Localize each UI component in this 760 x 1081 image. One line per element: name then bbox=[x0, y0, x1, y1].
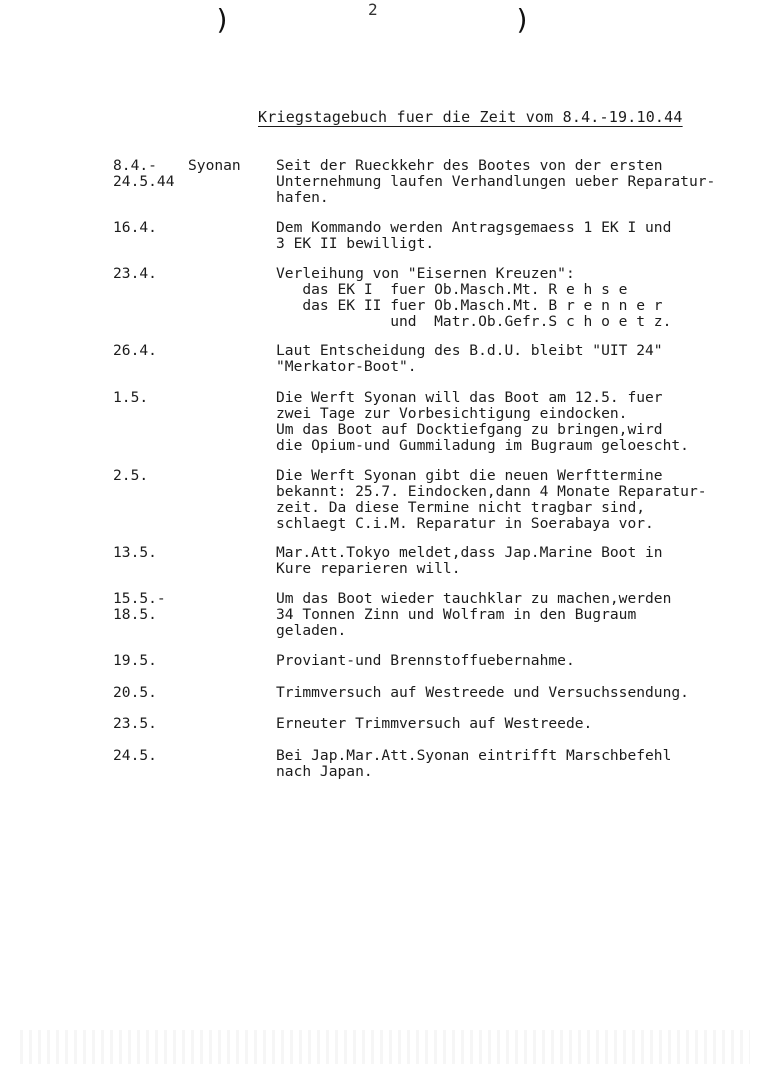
entry-place: Syonan bbox=[188, 157, 241, 174]
entry-date: 23.5. bbox=[113, 715, 157, 732]
entry-date: 2.5. bbox=[113, 467, 149, 484]
entry-text: Um das Boot wieder tauchklar zu machen,werden 34 Tonnen Zinn und Wolfram in den Bugraum geladen. bbox=[276, 590, 672, 639]
entry-text: Die Werft Syonan will das Boot am 12.5. fuer zwei Tage zur Vorbesichtigung eindocken. Um das Boot auf Docktiefgang zu bringen,wird die Opium-und Gummiladung im Bugraum geloescht. bbox=[276, 389, 689, 454]
punch-hole-left-mark: ) bbox=[214, 3, 231, 36]
entry-date: 13.5. bbox=[113, 544, 157, 561]
entry-date: 23.4. bbox=[113, 265, 157, 282]
entry-text: Dem Kommando werden Antragsgemaess 1 EK I und 3 EK II bewilligt. bbox=[276, 219, 672, 252]
page-number: 2 bbox=[368, 0, 378, 19]
entry-text: Bei Jap.Mar.Att.Syonan eintrifft Marschbefehl nach Japan. bbox=[276, 747, 672, 780]
entry-date: 19.5. bbox=[113, 652, 157, 669]
entry-text: Trimmversuch auf Westreede und Versuchssendung. bbox=[276, 684, 689, 701]
entry-text: Die Werft Syonan gibt die neuen Werfttermine bekannt: 25.7. Eindocken,dann 4 Monate Reparatur- zeit. Da diese Termine nicht tragbar sind, schlaegt C.i.M. Reparatur in Soerabaya vor. bbox=[276, 467, 707, 532]
entry-date: 26.4. bbox=[113, 342, 157, 359]
entry-date: 20.5. bbox=[113, 684, 157, 701]
entry-date: 24.5. bbox=[113, 747, 157, 764]
entry-text: Seit der Rueckkehr des Bootes von der ersten Unternehmung laufen Verhandlungen ueber Reparatur- hafen. bbox=[276, 157, 716, 206]
entry-date: 8.4.- 24.5.44 bbox=[113, 157, 175, 190]
entry-text: Verleihung von "Eisernen Kreuzen": das EK I fuer Ob.Masch.Mt. R e h s e das EK II fuer Ob.Masch.Mt. B r e n n e r und Matr.Ob.Gefr.S c h o e t z. bbox=[276, 265, 672, 330]
punch-hole-right-mark: ) bbox=[514, 3, 531, 36]
entry-text: Laut Entscheidung des B.d.U. bleibt "UIT 24" "Merkator-Boot". bbox=[276, 342, 663, 375]
entry-date: 1.5. bbox=[113, 389, 149, 406]
entry-text: Proviant-und Brennstoffuebernahme. bbox=[276, 652, 575, 669]
entry-date: 16.4. bbox=[113, 219, 157, 236]
scan-noise-strip bbox=[20, 1030, 750, 1064]
entry-text: Mar.Att.Tokyo meldet,dass Jap.Marine Boot in Kure reparieren will. bbox=[276, 544, 663, 577]
document-title: Kriegstagebuch fuer die Zeit vom 8.4.-19.10.44 bbox=[258, 108, 683, 126]
entry-text: Erneuter Trimmversuch auf Westreede. bbox=[276, 715, 593, 732]
entry-date: 15.5.- 18.5. bbox=[113, 590, 166, 623]
